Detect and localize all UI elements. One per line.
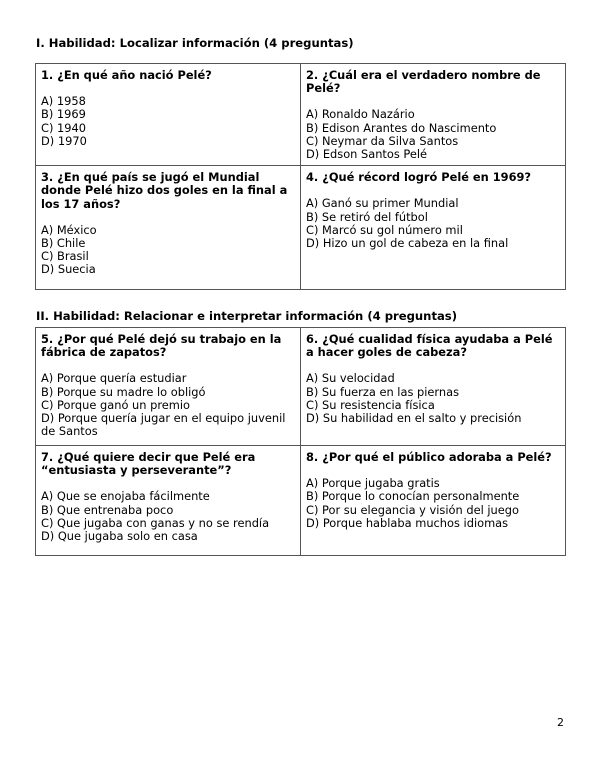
question-card-2 (301, 64, 566, 166)
question-7-option-c: C) Que jugaba con ganas y no se rendía (41, 515, 270, 530)
question-3-option-d: D) Suecia (41, 262, 96, 277)
question-5-text: 5. ¿Por qué Pelé dejó su trabajo en la fábrica de zapatos? (41, 332, 282, 360)
question-3-option-c: C) Brasil (41, 249, 89, 264)
section-2-questions-table (35, 327, 566, 556)
question-card-1 (36, 64, 301, 166)
question-2-option-d: D) Edson Santos Pelé (306, 147, 428, 162)
question-8-option-d: D) Porque hablaba muchos idiomas (306, 515, 509, 530)
question-2-option-b: B) Edison Arantes do Nascimento (306, 120, 497, 135)
question-card-3 (36, 166, 301, 290)
question-1-option-c: C) 1940 (41, 120, 87, 135)
question-6-option-b: B) Su fuerza en las piernas (306, 384, 460, 399)
question-6-option-a: A) Su velocidad (306, 371, 395, 386)
question-4-option-a: A) Ganó su primer Mundial (306, 196, 459, 211)
question-8-option-a: A) Porque jugaba gratis (306, 476, 440, 491)
question-1-option-b: B) 1969 (41, 107, 86, 122)
question-6-option-c: C) Su resistencia física (306, 397, 435, 412)
question-5-option-b: B) Porque su madre lo obligó (41, 384, 206, 399)
section-1-questions-table (35, 63, 566, 290)
question-5-option-d: D) Porque quería jugar en el equipo juvenil de Santos (41, 411, 286, 439)
question-3-option-a: A) México (41, 222, 97, 237)
question-8-option-c: C) Por su elegancia y visión del juego (306, 502, 519, 517)
question-8-text: 8. ¿Por qué el público adoraba a Pelé? (306, 450, 552, 464)
question-5-option-c: C) Porque ganó un premio (41, 397, 190, 412)
question-4-text: 4. ¿Qué récord logró Pelé en 1969? (306, 170, 532, 185)
question-2-option-c: C) Neymar da Silva Santos (306, 133, 459, 148)
question-5-option-a: A) Porque quería estudiar (41, 371, 187, 386)
section-2-title: II. Habilidad: Relacionar e interpretar información (4 preguntas) (36, 309, 458, 323)
question-6-text: 6. ¿Qué cualidad física ayudaba a Pelé a hacer goles de cabeza? (306, 332, 553, 360)
question-card-8 (301, 446, 566, 556)
page-number: 2 (557, 716, 564, 729)
question-1-option-a: A) 1958 (41, 94, 86, 109)
question-card-6 (301, 328, 566, 446)
question-1-option-d: D) 1970 (41, 133, 87, 148)
question-8-option-b: B) Porque lo conocían personalmente (306, 489, 520, 504)
question-3-text: 3. ¿En qué país se jugó el Mundial donde Pelé hizo dos goles en la final a los 17 años? (41, 170, 288, 211)
question-4-option-c: C) Marcó su gol número mil (306, 222, 463, 237)
question-card-4 (301, 166, 566, 290)
question-card-7 (36, 446, 301, 556)
question-7-text: 7. ¿Qué quiere decir que Pelé era “entusiasta y perseverante”? (41, 450, 256, 478)
question-1-text: 1. ¿En qué año nació Pelé? (41, 68, 212, 82)
question-2-option-a: A) Ronaldo Nazário (306, 107, 415, 122)
question-2-text: 2. ¿Cuál era el verdadero nombre de Pelé? (306, 68, 541, 96)
question-3-option-b: B) Chile (41, 236, 86, 251)
question-7-option-d: D) Que jugaba solo en casa (41, 529, 198, 544)
question-card-5 (36, 328, 301, 446)
question-7-option-a: A) Que se enojaba fácilmente (41, 489, 210, 504)
question-7-option-b: B) Que entrenaba poco (41, 502, 174, 517)
question-6-option-d: D) Su habilidad en el salto y precisión (306, 411, 522, 426)
question-4-option-b: B) Se retiró del fútbol (306, 209, 428, 224)
section-1-title: I. Habilidad: Localizar información (4 preguntas) (36, 36, 354, 50)
question-4-option-d: D) Hizo un gol de cabeza en la final (306, 236, 509, 251)
